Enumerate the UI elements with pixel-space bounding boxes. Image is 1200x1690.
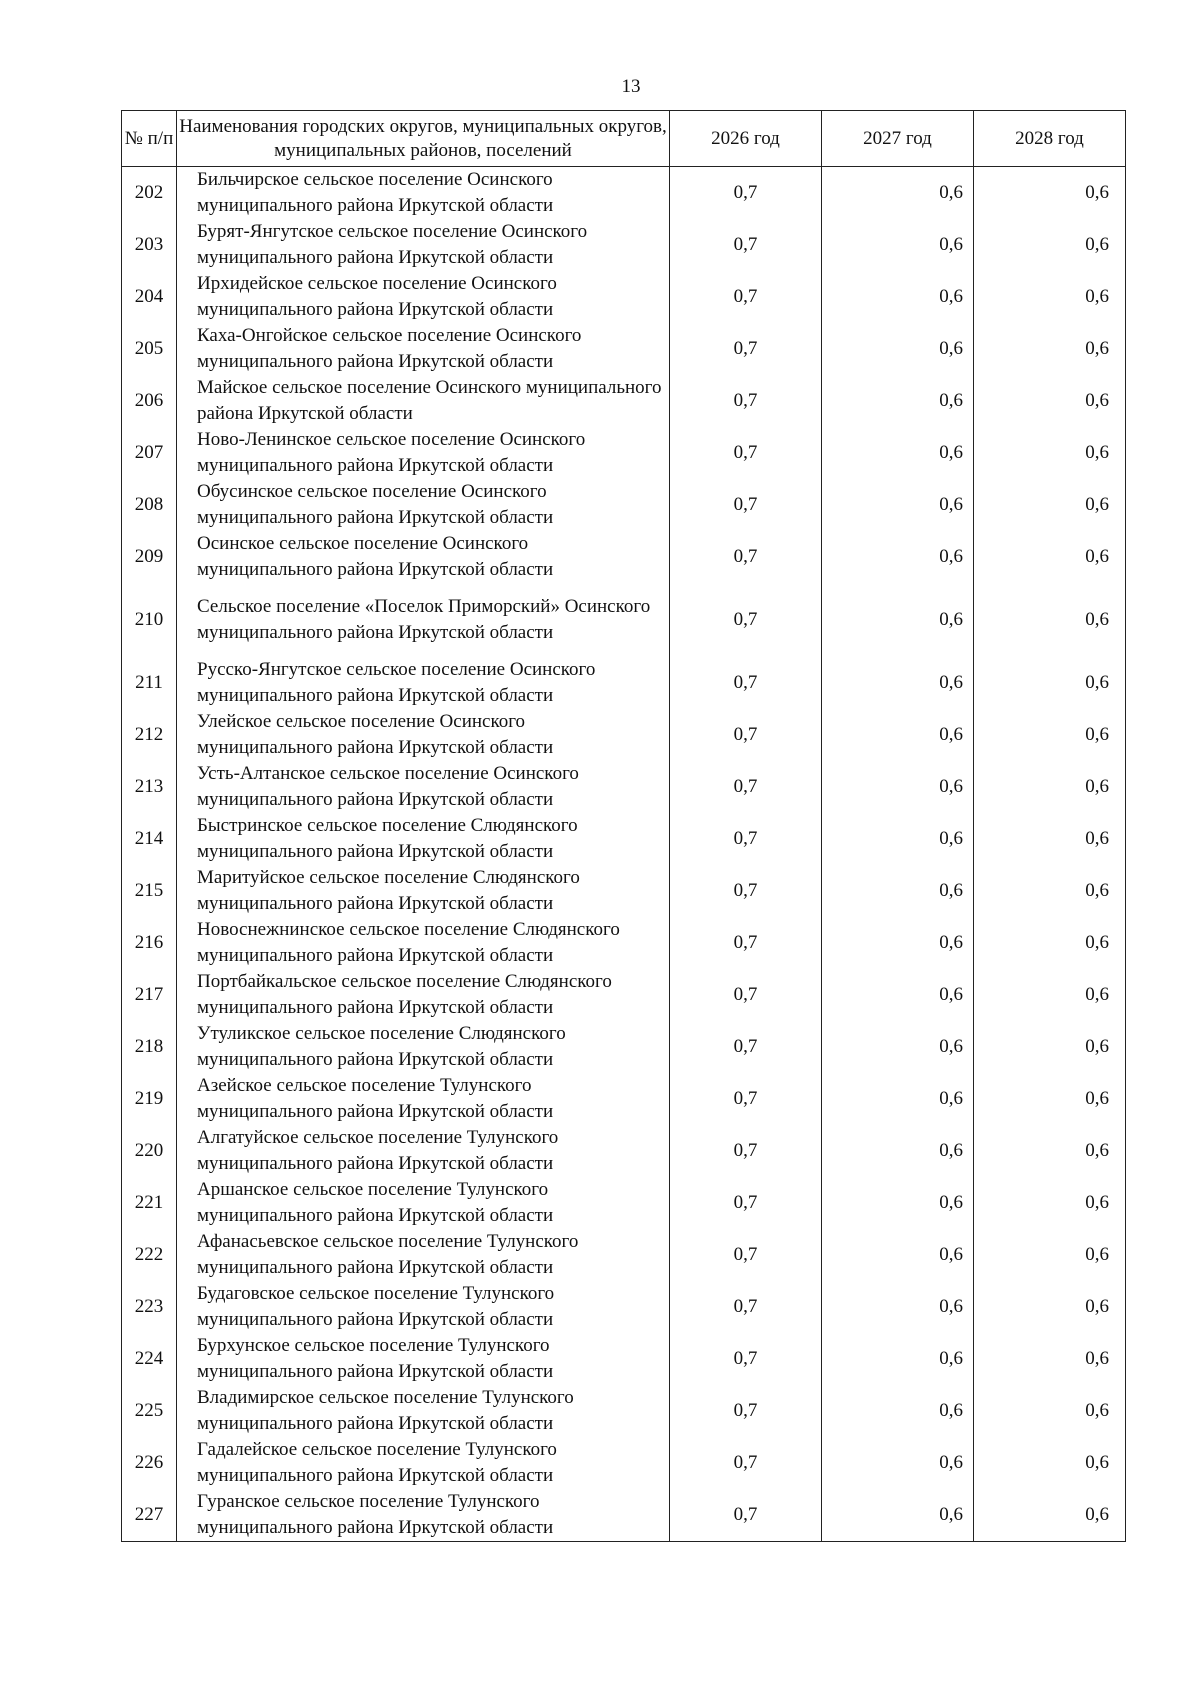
row-value-2026: 0,7 [670, 375, 822, 427]
table-row [122, 865, 1126, 917]
row-number: 224 [122, 1333, 177, 1385]
row-value-2027: 0,6 [822, 1437, 974, 1489]
row-name: Осинское сельское поселение Осинского муниципального района Иркутской области [177, 531, 670, 583]
row-value-2026: 0,7 [670, 427, 822, 479]
row-value-2027: 0,6 [822, 1177, 974, 1229]
row-value-2028: 0,6 [974, 1229, 1126, 1281]
row-name: Маритуйское сельское поселение Слюдянского муниципального района Иркутской области [177, 865, 670, 917]
row-value-2027: 0,6 [822, 427, 974, 479]
row-value-2027: 0,6 [822, 1229, 974, 1281]
row-value-2027: 0,6 [822, 1333, 974, 1385]
row-value-2027: 0,6 [822, 865, 974, 917]
row-value-2027: 0,6 [822, 219, 974, 271]
row-number: 218 [122, 1021, 177, 1073]
row-value-2026: 0,7 [670, 583, 822, 657]
table-row [122, 479, 1126, 531]
table-row [122, 761, 1126, 813]
header-2027: 2027 год [822, 111, 974, 167]
table-row [122, 1073, 1126, 1125]
row-value-2027: 0,6 [822, 1281, 974, 1333]
row-value-2027: 0,6 [822, 1489, 974, 1542]
row-value-2026: 0,7 [670, 271, 822, 323]
row-number: 216 [122, 917, 177, 969]
row-number: 219 [122, 1073, 177, 1125]
row-value-2027: 0,6 [822, 323, 974, 375]
row-number: 208 [122, 479, 177, 531]
table-row [122, 917, 1126, 969]
row-number: 205 [122, 323, 177, 375]
row-name: Азейское сельское поселение Тулунского муниципального района Иркутской области [177, 1073, 670, 1125]
row-number: 213 [122, 761, 177, 813]
row-number: 212 [122, 709, 177, 761]
row-number: 226 [122, 1437, 177, 1489]
header-2028: 2028 год [974, 111, 1126, 167]
row-value-2026: 0,7 [670, 1073, 822, 1125]
row-value-2027: 0,6 [822, 1125, 974, 1177]
row-name: Майское сельское поселение Осинского муниципального района Иркутской области [177, 375, 670, 427]
row-value-2028: 0,6 [974, 583, 1126, 657]
row-name: Будаговское сельское поселение Тулунского муниципального района Иркутской области [177, 1281, 670, 1333]
table-row [122, 583, 1126, 657]
row-name: Ирхидейское сельское поселение Осинского муниципального района Иркутской области [177, 271, 670, 323]
row-name: Алгатуйское сельское поселение Тулунского муниципального района Иркутской области [177, 1125, 670, 1177]
row-number: 215 [122, 865, 177, 917]
row-value-2028: 0,6 [974, 167, 1126, 220]
table-row [122, 969, 1126, 1021]
row-number: 222 [122, 1229, 177, 1281]
row-value-2028: 0,6 [974, 657, 1126, 709]
row-value-2027: 0,6 [822, 709, 974, 761]
header-name: Наименования городских округов, муниципальных округов, муниципальных районов, поселений [177, 111, 670, 167]
row-value-2028: 0,6 [974, 917, 1126, 969]
row-name: Улейское сельское поселение Осинского муниципального района Иркутской области [177, 709, 670, 761]
row-value-2028: 0,6 [974, 427, 1126, 479]
row-value-2026: 0,7 [670, 479, 822, 531]
row-value-2027: 0,6 [822, 583, 974, 657]
row-value-2028: 0,6 [974, 479, 1126, 531]
row-name: Афанасьевское сельское поселение Тулунского муниципального района Иркутской области [177, 1229, 670, 1281]
row-value-2027: 0,6 [822, 479, 974, 531]
row-value-2028: 0,6 [974, 219, 1126, 271]
row-name: Бурхунское сельское поселение Тулунского муниципального района Иркутской области [177, 1333, 670, 1385]
row-value-2026: 0,7 [670, 1333, 822, 1385]
row-name: Быстринское сельское поселение Слюдянского муниципального района Иркутской области [177, 813, 670, 865]
row-value-2028: 0,6 [974, 375, 1126, 427]
row-name: Гуранское сельское поселение Тулунского муниципального района Иркутской области [177, 1489, 670, 1542]
page-number: 13 [621, 76, 641, 97]
row-value-2027: 0,6 [822, 761, 974, 813]
row-number: 214 [122, 813, 177, 865]
row-value-2026: 0,7 [670, 1177, 822, 1229]
table-row [122, 1021, 1126, 1073]
row-value-2027: 0,6 [822, 271, 974, 323]
row-number: 210 [122, 583, 177, 657]
table-row [122, 1385, 1126, 1437]
row-number: 203 [122, 219, 177, 271]
row-value-2026: 0,7 [670, 761, 822, 813]
row-value-2028: 0,6 [974, 865, 1126, 917]
row-value-2028: 0,6 [974, 969, 1126, 1021]
row-name: Каха-Онгойское сельское поселение Осинского муниципального района Иркутской области [177, 323, 670, 375]
row-value-2027: 0,6 [822, 813, 974, 865]
row-number: 221 [122, 1177, 177, 1229]
row-value-2027: 0,6 [822, 375, 974, 427]
row-value-2026: 0,7 [670, 323, 822, 375]
row-value-2028: 0,6 [974, 271, 1126, 323]
row-value-2027: 0,6 [822, 969, 974, 1021]
row-value-2026: 0,7 [670, 969, 822, 1021]
row-number: 227 [122, 1489, 177, 1542]
table-row [122, 813, 1126, 865]
row-name: Бильчирское сельское поселение Осинского муниципального района Иркутской области [177, 167, 670, 220]
row-value-2028: 0,6 [974, 1073, 1126, 1125]
settlements-table [121, 110, 1126, 1542]
row-name: Гадалейское сельское поселение Тулунского муниципального района Иркутской области [177, 1437, 670, 1489]
row-name: Сельское поселение «Поселок Приморский» Осинского муниципального района Иркутской области [177, 583, 670, 657]
row-value-2028: 0,6 [974, 1125, 1126, 1177]
row-number: 225 [122, 1385, 177, 1437]
row-number: 223 [122, 1281, 177, 1333]
row-value-2026: 0,7 [670, 531, 822, 583]
header-number: № п/п [122, 111, 177, 167]
row-name: Обусинское сельское поселение Осинского муниципального района Иркутской области [177, 479, 670, 531]
table-row [122, 709, 1126, 761]
row-value-2028: 0,6 [974, 709, 1126, 761]
row-value-2028: 0,6 [974, 1021, 1126, 1073]
row-value-2026: 0,7 [670, 1437, 822, 1489]
table-row [122, 1229, 1126, 1281]
row-value-2026: 0,7 [670, 1385, 822, 1437]
row-value-2027: 0,6 [822, 657, 974, 709]
row-value-2028: 0,6 [974, 531, 1126, 583]
row-value-2026: 0,7 [670, 167, 822, 220]
row-number: 207 [122, 427, 177, 479]
row-name: Ново-Ленинское сельское поселение Осинского муниципального района Иркутской области [177, 427, 670, 479]
row-name: Русско-Янгутское сельское поселение Осинского муниципального района Иркутской области [177, 657, 670, 709]
row-number: 206 [122, 375, 177, 427]
row-value-2027: 0,6 [822, 531, 974, 583]
row-value-2027: 0,6 [822, 1385, 974, 1437]
table-row [122, 657, 1126, 709]
table-row [122, 1125, 1126, 1177]
row-value-2028: 0,6 [974, 1177, 1126, 1229]
table-row [122, 531, 1126, 583]
table-row [122, 219, 1126, 271]
row-name: Новоснежнинское сельское поселение Слюдянского муниципального района Иркутской области [177, 917, 670, 969]
header-2026: 2026 год [670, 111, 822, 167]
row-number: 211 [122, 657, 177, 709]
row-number: 217 [122, 969, 177, 1021]
row-name: Утуликское сельское поселение Слюдянского муниципального района Иркутской области [177, 1021, 670, 1073]
table-row [122, 1281, 1126, 1333]
row-value-2026: 0,7 [670, 657, 822, 709]
row-name: Портбайкальское сельское поселение Слюдянского муниципального района Иркутской области [177, 969, 670, 1021]
row-value-2026: 0,7 [670, 813, 822, 865]
row-number: 204 [122, 271, 177, 323]
table-row [122, 1489, 1126, 1542]
row-value-2027: 0,6 [822, 167, 974, 220]
table-row [122, 167, 1126, 220]
row-value-2026: 0,7 [670, 1281, 822, 1333]
table-row [122, 1437, 1126, 1489]
row-value-2026: 0,7 [670, 1229, 822, 1281]
row-number: 220 [122, 1125, 177, 1177]
table-body [122, 167, 1126, 1542]
row-name: Усть-Алтанское сельское поселение Осинского муниципального района Иркутской области [177, 761, 670, 813]
row-value-2026: 0,7 [670, 917, 822, 969]
table-row [122, 323, 1126, 375]
row-name: Аршанское сельское поселение Тулунского муниципального района Иркутской области [177, 1177, 670, 1229]
row-value-2026: 0,7 [670, 1125, 822, 1177]
row-value-2027: 0,6 [822, 917, 974, 969]
table-row [122, 427, 1126, 479]
row-value-2026: 0,7 [670, 1021, 822, 1073]
row-value-2028: 0,6 [974, 1385, 1126, 1437]
row-value-2028: 0,6 [974, 761, 1126, 813]
row-name: Бурят-Янгутское сельское поселение Осинского муниципального района Иркутской области [177, 219, 670, 271]
row-value-2028: 0,6 [974, 323, 1126, 375]
row-number: 209 [122, 531, 177, 583]
row-value-2026: 0,7 [670, 865, 822, 917]
table-row [122, 375, 1126, 427]
table-row [122, 271, 1126, 323]
row-number: 202 [122, 167, 177, 220]
row-value-2028: 0,6 [974, 813, 1126, 865]
row-value-2027: 0,6 [822, 1073, 974, 1125]
table-row [122, 1177, 1126, 1229]
row-value-2026: 0,7 [670, 219, 822, 271]
row-name: Владимирское сельское поселение Тулунского муниципального района Иркутской области [177, 1385, 670, 1437]
row-value-2028: 0,6 [974, 1489, 1126, 1542]
table-header-row [122, 111, 1126, 167]
table-row [122, 1333, 1126, 1385]
row-value-2026: 0,7 [670, 1489, 822, 1542]
row-value-2028: 0,6 [974, 1333, 1126, 1385]
row-value-2026: 0,7 [670, 709, 822, 761]
row-value-2028: 0,6 [974, 1437, 1126, 1489]
row-value-2027: 0,6 [822, 1021, 974, 1073]
row-value-2028: 0,6 [974, 1281, 1126, 1333]
